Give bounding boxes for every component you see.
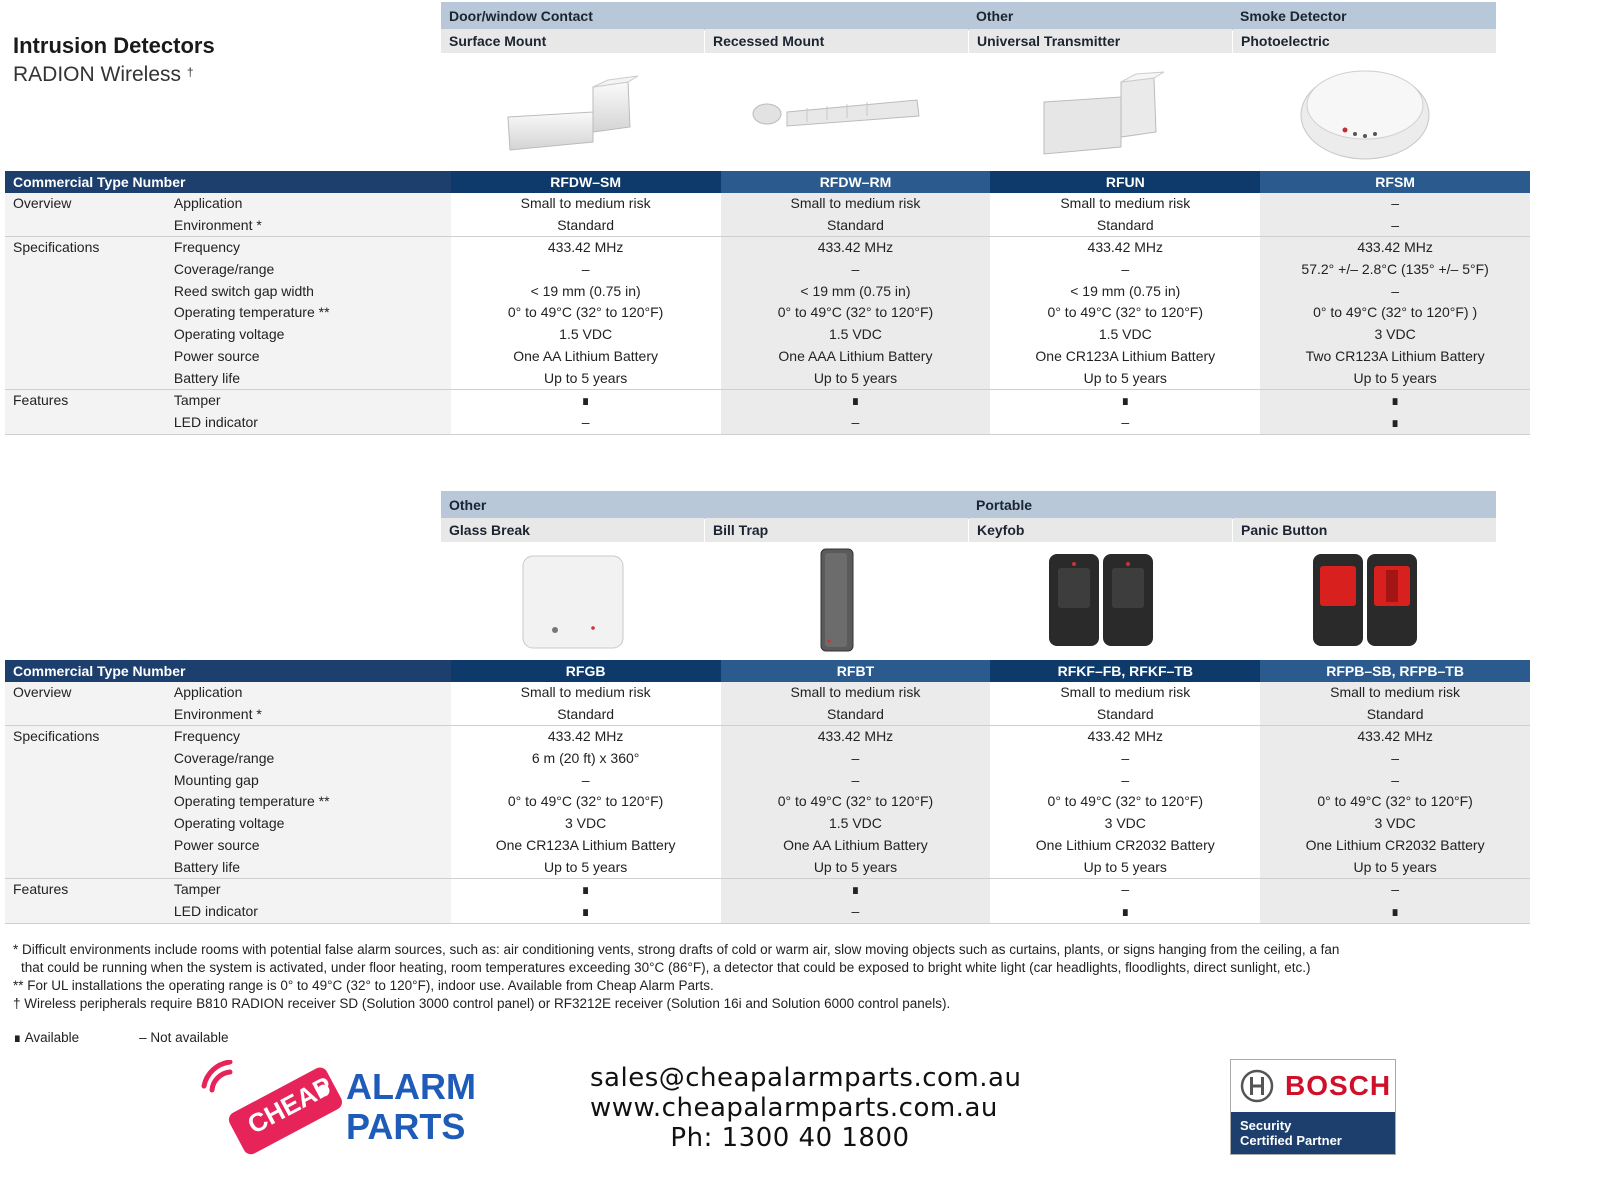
table-cell: ∎: [451, 879, 721, 901]
table-cell: –: [990, 412, 1260, 434]
type-number-label: Commercial Type Number: [5, 660, 451, 682]
table-cell: One Lithium CR2032 Battery: [990, 835, 1260, 857]
group-other-2: Other: [441, 491, 968, 519]
legend-not-available: – Not available: [139, 1030, 229, 1045]
row-group-label: [5, 412, 170, 434]
model-header: RFDW–RM: [721, 171, 991, 193]
phone-number: Ph: 1300 40 1800: [670, 1123, 910, 1153]
table-cell: –: [990, 259, 1260, 281]
table-cell: 433.42 MHz: [990, 726, 1260, 748]
type-number-label: Commercial Type Number: [5, 171, 451, 193]
table-cell: Small to medium risk: [990, 193, 1260, 215]
bill-trap-image: [705, 540, 968, 660]
footnotes: [13, 941, 1533, 1013]
table-cell: 57.2° +/– 2.8°C (135° +/– 5°F): [1260, 259, 1530, 281]
recessed-mount-contact-image: [705, 52, 968, 172]
surface-mount-contact-image: [441, 52, 704, 172]
row-param-label: Frequency: [170, 726, 451, 748]
table-row: [5, 878, 1530, 901]
table-row: [5, 215, 1530, 237]
table-cell: 433.42 MHz: [1260, 726, 1530, 748]
row-param-label: Operating temperature **: [170, 302, 451, 324]
table-row: [5, 281, 1530, 303]
row-group-label: [5, 835, 170, 857]
row-group-label: Specifications: [5, 726, 170, 748]
table-cell: Up to 5 years: [1260, 857, 1530, 879]
bosch-line1: Security: [1240, 1118, 1292, 1133]
table-cell: ∎: [721, 390, 991, 412]
table-cell: 1.5 VDC: [990, 324, 1260, 346]
row-param-label: Environment *: [170, 215, 451, 237]
table-cell: One AA Lithium Battery: [451, 346, 721, 368]
footnote: ** For UL installations the operating range is 0° to 49°C (32° to 120°F), indoor use. Available from Cheap Alarm Parts.: [13, 978, 714, 993]
table-cell: –: [1260, 281, 1530, 303]
table-cell: 0° to 49°C (32° to 120°F): [990, 302, 1260, 324]
table-cell: –: [721, 770, 991, 792]
table-cell: 433.42 MHz: [451, 726, 721, 748]
table-cell: < 19 mm (0.75 in): [451, 281, 721, 303]
table-cell: –: [990, 879, 1260, 901]
table-cell: Up to 5 years: [721, 857, 991, 879]
row-group-label: [5, 770, 170, 792]
group-other: Other: [968, 2, 1232, 30]
model-header: RFKF–FB, RFKF–TB: [990, 660, 1260, 682]
footnote: * Difficult environments include rooms with potential false alarm sources, such as: air conditioning vents, strong drafts of cold or warm air, slow moving objects such as curtains, plants, or signs hanging from the ceiling, a fan: [13, 942, 1340, 957]
bosch-partner-badge: [1230, 1059, 1396, 1155]
row-param-label: LED indicator: [170, 412, 451, 434]
bosch-line2: Certified Partner: [1240, 1133, 1342, 1148]
subgroup-keyfob: Keyfob: [969, 518, 1232, 542]
table-cell: Up to 5 years: [990, 368, 1260, 390]
table-cell: 3 VDC: [1260, 813, 1530, 835]
row-group-label: Features: [5, 390, 170, 412]
group-portable: Portable: [968, 491, 1496, 519]
table-row: [5, 368, 1530, 390]
subgroup-universal-transmitter: Universal Transmitter: [969, 29, 1232, 53]
row-param-label: Mounting gap: [170, 770, 451, 792]
table-cell: Standard: [990, 704, 1260, 726]
table-cell: Up to 5 years: [990, 857, 1260, 879]
table-cell: –: [451, 770, 721, 792]
row-param-label: Frequency: [170, 237, 451, 259]
model-header: RFDW–SM: [451, 171, 721, 193]
table-row: [5, 791, 1530, 813]
table-cell: ∎: [721, 879, 991, 901]
contact-block: [590, 1063, 1022, 1153]
model-header: RFPB–SB, RFPB–TB: [1260, 660, 1530, 682]
row-param-label: Coverage/range: [170, 259, 451, 281]
row-param-label: Power source: [170, 835, 451, 857]
email-link[interactable]: sales@cheapalarmparts.com.au: [590, 1063, 1022, 1093]
row-group-label: [5, 901, 170, 923]
table-row: [5, 346, 1530, 368]
table-cell: Small to medium risk: [990, 682, 1260, 704]
legend-available: ∎ Available: [13, 1030, 80, 1045]
table-row: [5, 770, 1530, 792]
table-cell: –: [1260, 748, 1530, 770]
table-row: [5, 835, 1530, 857]
row-group-label: [5, 857, 170, 879]
table-cell: ∎: [1260, 412, 1530, 434]
table-cell: ∎: [1260, 390, 1530, 412]
table-cell: 1.5 VDC: [721, 324, 991, 346]
table-cell: Standard: [1260, 704, 1530, 726]
table-cell: –: [721, 901, 991, 923]
table-cell: 0° to 49°C (32° to 120°F): [1260, 791, 1530, 813]
table-row: [5, 813, 1530, 835]
row-group-label: [5, 368, 170, 390]
table-cell: Small to medium risk: [721, 682, 991, 704]
table-cell: Standard: [721, 215, 991, 237]
spec-table-2: [5, 660, 1530, 924]
table-cell: –: [721, 412, 991, 434]
table-cell: 3 VDC: [451, 813, 721, 835]
table-cell: Up to 5 years: [721, 368, 991, 390]
table-row: [5, 682, 1530, 704]
table-cell: –: [1260, 770, 1530, 792]
table-cell: Small to medium risk: [721, 193, 991, 215]
table-cell: Two CR123A Lithium Battery: [1260, 346, 1530, 368]
table-cell: 433.42 MHz: [721, 237, 991, 259]
row-group-label: Specifications: [5, 237, 170, 259]
row-group-label: Overview: [5, 682, 170, 704]
model-header: RFBT: [721, 660, 991, 682]
bosch-wordmark: BOSCH: [1285, 1070, 1392, 1101]
row-param-label: Operating voltage: [170, 813, 451, 835]
table-cell: 0° to 49°C (32° to 120°F): [721, 302, 991, 324]
website-link[interactable]: www.cheapalarmparts.com.au: [590, 1093, 998, 1123]
table-cell: Small to medium risk: [451, 193, 721, 215]
row-group-label: Overview: [5, 193, 170, 215]
row-param-label: Application: [170, 682, 451, 704]
row-param-label: Operating voltage: [170, 324, 451, 346]
row-param-label: Environment *: [170, 704, 451, 726]
row-group-label: [5, 704, 170, 726]
table-cell: –: [990, 748, 1260, 770]
table-cell: One AAA Lithium Battery: [721, 346, 991, 368]
row-param-label: Tamper: [170, 390, 451, 412]
table-cell: –: [1260, 193, 1530, 215]
row-group-label: [5, 324, 170, 346]
group-door-window-contact: Door/window Contact: [441, 2, 968, 30]
table-cell: 0° to 49°C (32° to 120°F): [990, 791, 1260, 813]
table-row: [5, 389, 1530, 412]
row-param-label: Operating temperature **: [170, 791, 451, 813]
table-cell: Small to medium risk: [451, 682, 721, 704]
table-cell: –: [451, 259, 721, 281]
logo-cheap-text: CHEAP: [242, 1070, 337, 1140]
row-param-label: Power source: [170, 346, 451, 368]
table-cell: 3 VDC: [990, 813, 1260, 835]
row-group-label: [5, 281, 170, 303]
table-cell: 433.42 MHz: [451, 237, 721, 259]
table-row: [5, 725, 1530, 748]
row-group-label: [5, 748, 170, 770]
subgroup-panic-button: Panic Button: [1233, 518, 1496, 542]
table-cell: Standard: [721, 704, 991, 726]
glass-break-detector-image: [441, 540, 704, 660]
panic-button-image: [1233, 540, 1496, 660]
row-group-label: [5, 813, 170, 835]
table-cell: 0° to 49°C (32° to 120°F) ): [1260, 302, 1530, 324]
table-cell: One CR123A Lithium Battery: [990, 346, 1260, 368]
universal-transmitter-image: [969, 52, 1232, 172]
table-cell: –: [721, 748, 991, 770]
table-cell: Up to 5 years: [1260, 368, 1530, 390]
row-group-label: [5, 259, 170, 281]
table-cell: Standard: [451, 215, 721, 237]
table-row: [5, 857, 1530, 879]
row-param-label: Battery life: [170, 857, 451, 879]
table-cell: Standard: [451, 704, 721, 726]
table-cell: 1.5 VDC: [721, 813, 991, 835]
table-cell: Up to 5 years: [451, 857, 721, 879]
smoke-detector-image: [1233, 52, 1496, 172]
table-cell: < 19 mm (0.75 in): [990, 281, 1260, 303]
row-param-label: Reed switch gap width: [170, 281, 451, 303]
row-group-label: [5, 346, 170, 368]
table-row: [5, 748, 1530, 770]
table-cell: ∎: [451, 390, 721, 412]
table-row: [5, 324, 1530, 346]
row-group-label: [5, 302, 170, 324]
row-group-label: [5, 215, 170, 237]
table-row: [5, 193, 1530, 215]
logo-alarm-text: ALARM: [346, 1066, 476, 1107]
table-cell: 6 m (20 ft) x 360°: [451, 748, 721, 770]
table-row: [5, 259, 1530, 281]
row-group-label: [5, 791, 170, 813]
table-row: [5, 704, 1530, 726]
row-param-label: Coverage/range: [170, 748, 451, 770]
table-cell: 433.42 MHz: [990, 237, 1260, 259]
table-cell: –: [990, 770, 1260, 792]
subgroup-bill-trap: Bill Trap: [705, 518, 968, 542]
table-cell: Small to medium risk: [1260, 682, 1530, 704]
table-cell: Up to 5 years: [451, 368, 721, 390]
table-cell: One AA Lithium Battery: [721, 835, 991, 857]
subgroup-photoelectric: Photoelectric: [1233, 29, 1496, 53]
table-cell: 433.42 MHz: [721, 726, 991, 748]
subgroup-surface-mount: Surface Mount: [441, 29, 704, 53]
footnote: that could be running when the system is activated, under floor heating, room temperatures exceeding 30°C (86°F), a detector that could be exposed to bright white light (car headlights, floodlights, direct sunlight, etc.): [21, 960, 1311, 975]
keyfob-image: [969, 540, 1232, 660]
subgroup-glass-break: Glass Break: [441, 518, 704, 542]
table-cell: 1.5 VDC: [451, 324, 721, 346]
table-cell: < 19 mm (0.75 in): [721, 281, 991, 303]
logo-parts-text: PARTS: [346, 1106, 466, 1147]
bosch-armature-icon: [1239, 1068, 1275, 1104]
row-group-label: Features: [5, 879, 170, 901]
subgroup-recessed-mount: Recessed Mount: [705, 29, 968, 53]
legend: [13, 1030, 228, 1046]
table-cell: –: [1260, 879, 1530, 901]
row-param-label: LED indicator: [170, 901, 451, 923]
table-cell: 0° to 49°C (32° to 120°F): [451, 791, 721, 813]
table-cell: –: [721, 259, 991, 281]
table-cell: 0° to 49°C (32° to 120°F): [451, 302, 721, 324]
model-header: RFGB: [451, 660, 721, 682]
table-cell: ∎: [451, 901, 721, 923]
table-cell: ∎: [990, 901, 1260, 923]
table-cell: Standard: [990, 215, 1260, 237]
row-param-label: Battery life: [170, 368, 451, 390]
table-row: [5, 302, 1530, 324]
table-cell: 433.42 MHz: [1260, 237, 1530, 259]
page-title: Intrusion Detectors: [13, 33, 215, 58]
table-cell: –: [451, 412, 721, 434]
table-row: [5, 901, 1530, 924]
table-cell: One CR123A Lithium Battery: [451, 835, 721, 857]
model-header: RFUN: [990, 171, 1260, 193]
table-cell: ∎: [990, 390, 1260, 412]
table-row: [5, 236, 1530, 259]
group-smoke-detector: Smoke Detector: [1232, 2, 1496, 30]
model-header: RFSM: [1260, 171, 1530, 193]
table-cell: One Lithium CR2032 Battery: [1260, 835, 1530, 857]
page-subtitle: RADION Wireless †: [13, 63, 194, 86]
table-cell: –: [1260, 215, 1530, 237]
table-cell: 0° to 49°C (32° to 120°F): [721, 791, 991, 813]
cheap-alarm-parts-logo: [200, 1060, 476, 1160]
row-param-label: Tamper: [170, 879, 451, 901]
table-cell: 3 VDC: [1260, 324, 1530, 346]
spec-table-1: [5, 171, 1530, 435]
table-cell: ∎: [1260, 901, 1530, 923]
table-row: [5, 412, 1530, 435]
row-param-label: Application: [170, 193, 451, 215]
footnote: † Wireless peripherals require B810 RADION receiver SD (Solution 3000 control panel) or RF3212E receiver (Solution 16i and Solution 6000 control panels).: [13, 996, 951, 1011]
